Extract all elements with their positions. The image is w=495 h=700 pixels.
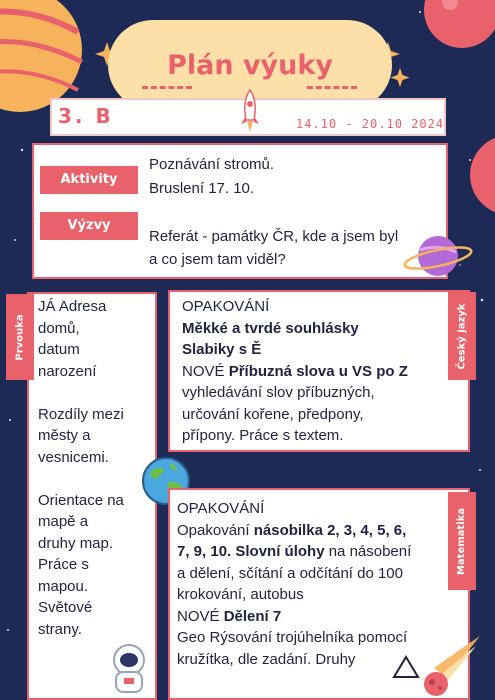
- activity-line: Poznávání stromů.: [149, 156, 275, 173]
- planet-icon: [0, 0, 82, 112]
- prvouka-line: JÁ Adresa: [38, 298, 107, 315]
- prvouka-line: [38, 382, 158, 404]
- rocket-icon: [240, 88, 260, 136]
- cesky-text: OPAKOVÁNÍ Měkké a tvrdé souhlásky Slabiky s Ě NOVÉ Příbuzná slova u VS po Z vyhledávání slov příbuzných, určování kořene, předpony, přípony. Práce s textem.: [182, 298, 408, 444]
- planet-icon: [470, 135, 495, 215]
- page-title: Plán výuky: [167, 50, 333, 81]
- prvouka-line: strany.: [38, 620, 82, 638]
- comet-icon: [420, 632, 484, 700]
- prvouka-line: mapě a: [38, 513, 89, 530]
- tag-matematika: Matematika: [448, 492, 476, 590]
- tag-prvouka: Prvouka: [6, 294, 34, 380]
- planet-icon: [424, 0, 495, 48]
- prvouka-line: narození: [38, 362, 97, 380]
- prvouka-line: druhy map.: [38, 534, 114, 552]
- triangle-icon: [392, 655, 420, 679]
- prvouka-line: městy a: [38, 427, 91, 444]
- prvouka-line: datum: [38, 341, 80, 358]
- title-dash-right: [307, 86, 357, 92]
- tag-aktivity: Aktivity: [40, 166, 138, 194]
- date-range: 14.10 - 20.10 2024: [296, 117, 445, 131]
- prvouka-line: domů,: [38, 319, 80, 337]
- challenge-line: a co jsem tam viděl?: [149, 251, 286, 268]
- matematika-text: OPAKOVÁNÍ Opakování násobilka 2, 3, 4, 5, 6, 7, 9, 10. Slovní úlohy na násobení a dělení, sčítání a odčítání do 100 krokování, autobus NOVÉ Dělení 7 Geo Rýsování trojúhelníka pomocí kružítka, dle zadání. Druhy: [177, 500, 412, 668]
- activity-line: Bruslení 17. 10.: [149, 180, 255, 197]
- prvouka-line: Světové: [38, 599, 93, 616]
- class-label: 3. B: [58, 104, 114, 128]
- tag-vyzvy: Výzvy: [40, 212, 138, 240]
- challenge-line: Referát - památky ČR, kde a jsem byl: [149, 228, 399, 245]
- prvouka-line: Práce s: [38, 556, 89, 573]
- planet-icon: [402, 228, 474, 284]
- prvouka-line: Rozdíly mezi: [38, 405, 124, 423]
- prvouka-line: mapou.: [38, 577, 89, 595]
- prvouka-line: vesnicemi.: [38, 448, 109, 466]
- prvouka-line: Orientace na: [38, 491, 124, 509]
- astronaut-icon: [104, 640, 154, 698]
- title-dash-left: [142, 86, 192, 92]
- tag-cesky-jazyk: Český jazyk: [448, 292, 476, 380]
